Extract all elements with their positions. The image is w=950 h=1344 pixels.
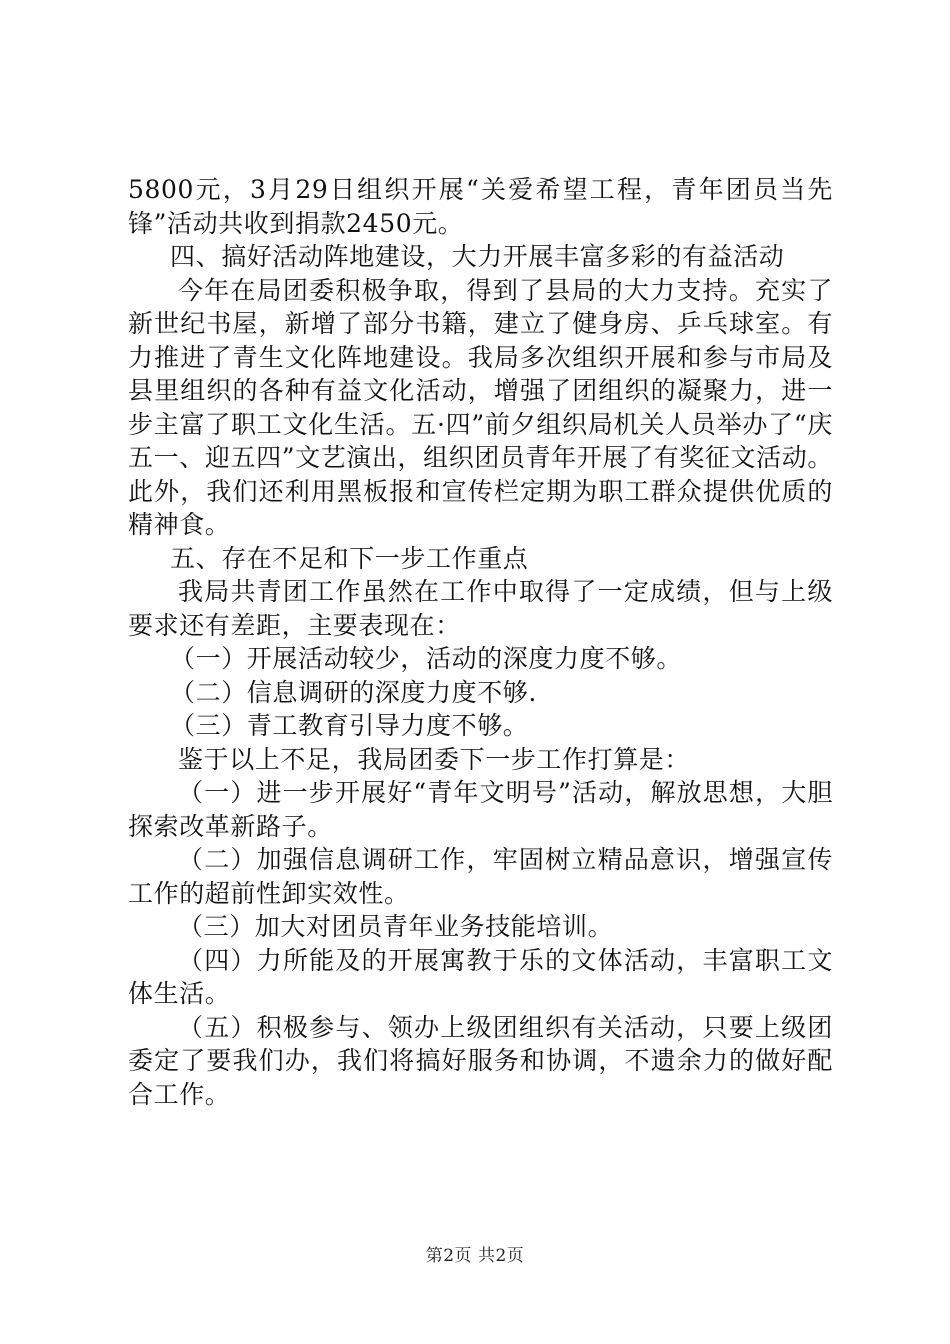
list-item-plan-4: （四）力所能及的开展寓教于乐的文体活动，丰富职工文体生活。	[128, 945, 833, 1008]
paragraph-plan-intro: 鉴于以上不足，我局团委下一步工作打算是：	[178, 744, 691, 774]
list-item-shortcoming-3: （三）青工教育引导力度不够。	[170, 711, 529, 740]
list-item-plan-1: （一）进一步开展好“青年文明号”活动，解放思想，大胆探索改革新路子。	[128, 778, 833, 841]
section-heading-4: 四、搞好活动阵地建设，大力开展丰富多彩的有益活动	[170, 242, 785, 271]
list-item-plan-3: （三）加大对团员青年业务技能培训。	[178, 912, 614, 941]
paragraph-activities: 今年在局团委积极争取，得到了县局的大力支持。充实了新世纪书屋，新增了部分书籍，建立了健身房、乒乓球室。有力推进了青生文化阵地建设。我局多次组织开展和参与市局及县里组织的各种有益文化活动，增强了团组织的凝聚力，进一步主富了职工文化生活。五·四”前夕组织局机关人员举办了“庆五一、迎五四”文艺演出，组织团员青年开展了有奖征文活动。此外，我们还利用黑板报和宣传栏定期为职工群众提供优质的精神食。	[128, 275, 833, 539]
list-item-shortcoming-2: （二）信息调研的深度力度不够.	[170, 677, 537, 707]
document-body	[128, 173, 833, 1111]
list-item-plan-5: （五）积极参与、领办上级团组织有关活动，只要上级团委定了要我们办，我们将搞好服务和协调，不遗余力的做好配合工作。	[128, 1012, 833, 1109]
list-item-shortcoming-1: （一）开展活动较少，活动的深度力度不够。	[170, 644, 683, 673]
paragraph-shortcomings-intro: 我局共青团工作虽然在工作中取得了一定成绩，但与上级要求还有差距，主要表现在：	[128, 577, 833, 640]
section-heading-5: 五、存在不足和下一步工作重点	[170, 543, 529, 573]
page-number-footer: 第2页 共2页	[425, 1246, 525, 1266]
paragraph-donation: 5800元，3月29日组织开展“关爱希望工程，青年团员当先锋”活动共收到捐款2450元。	[128, 175, 833, 238]
list-item-plan-2: （二）加强信息调研工作，牢固树立精品意识，增强宣传工作的超前性卸实效性。	[128, 845, 833, 908]
